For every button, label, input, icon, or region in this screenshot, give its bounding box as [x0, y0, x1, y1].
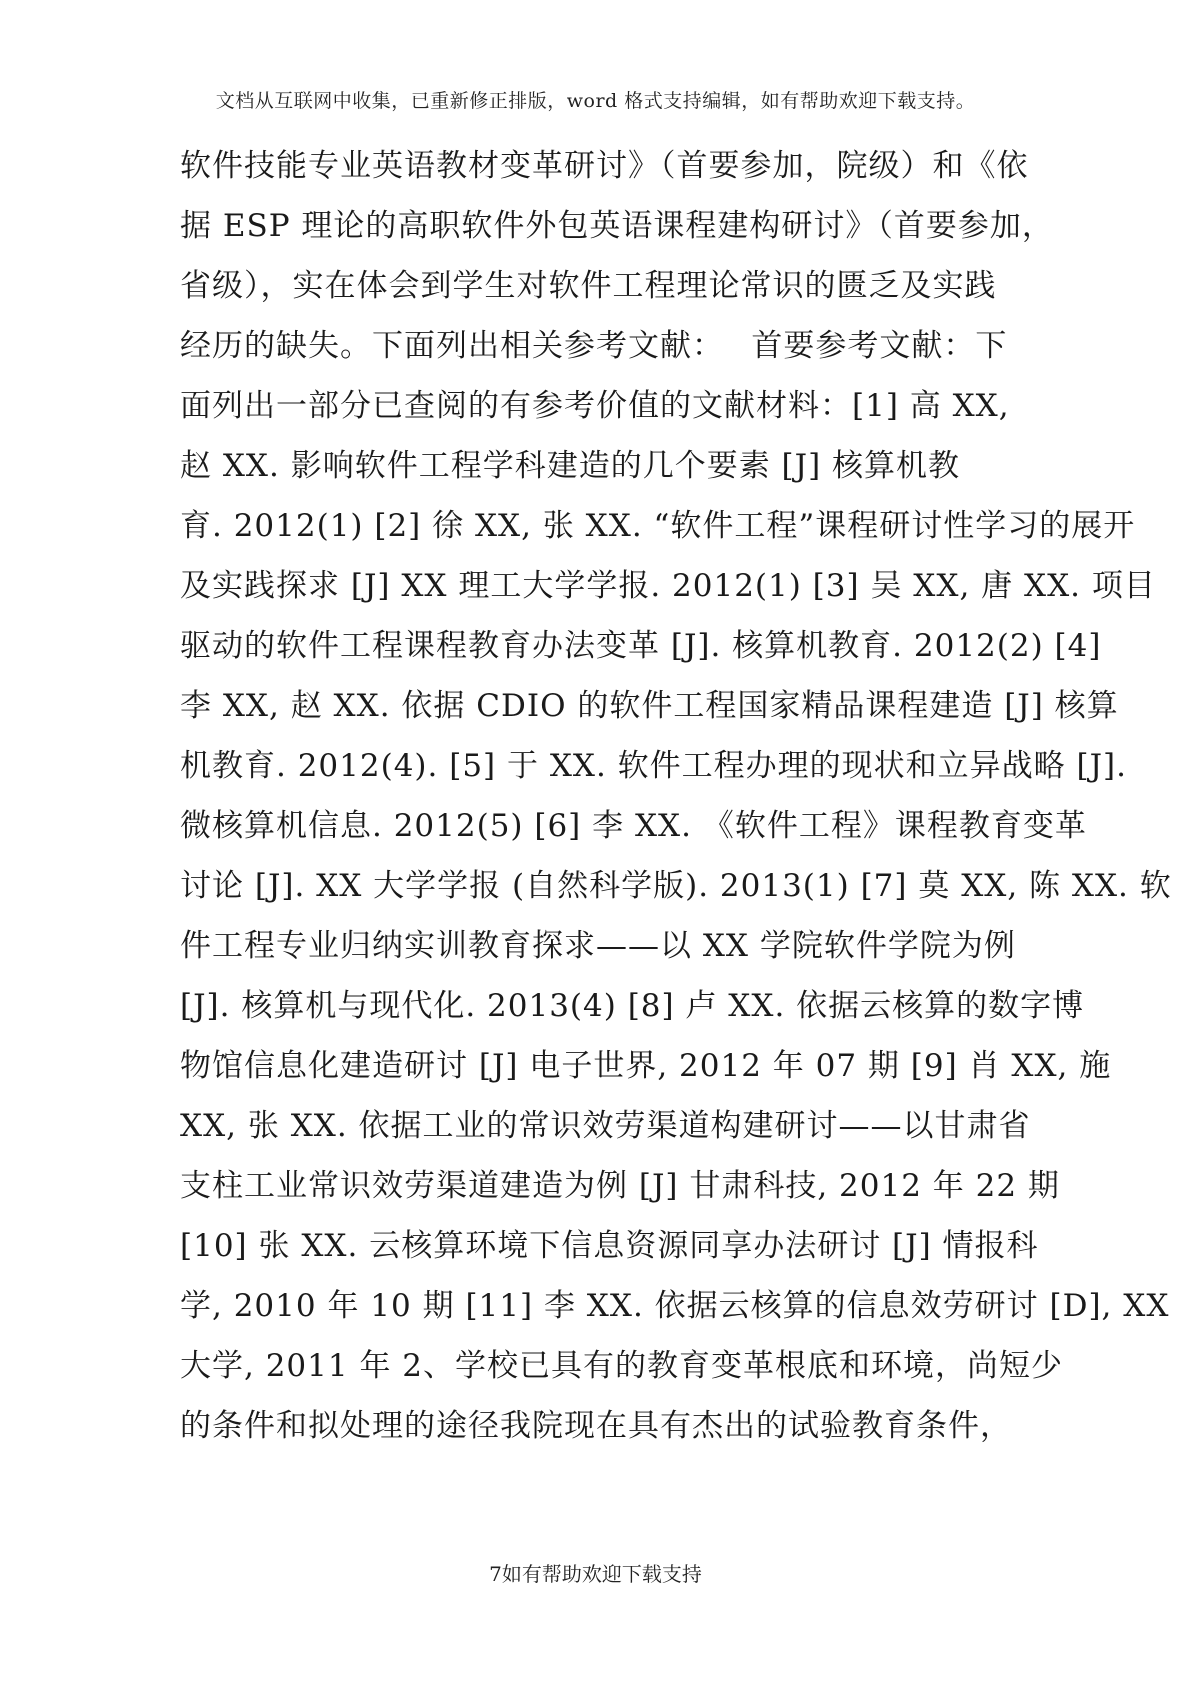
- document-body: [180, 136, 1172, 1456]
- body-line: 据 ESP 理论的高职软件外包英语课程建构研讨》（首要参加，: [180, 208, 1054, 244]
- body-line: 大学, 2011 年 2、学校已具有的教育变革根底和环境，尚短少: [180, 1348, 1064, 1384]
- body-line: 驱动的软件工程课程教育办法变革 [J]. 核算机教育. 2012(2) [4]: [180, 628, 1102, 664]
- body-line: 育. 2012(1) [2] 徐 XX, 张 XX. “软件工程”课程研讨性学习的展开: [180, 508, 1136, 544]
- page-header: 文档从互联网中收集，已重新修正排版，word 格式支持编辑，如有帮助欢迎下载支持。: [215, 90, 976, 112]
- body-line: 机教育. 2012(4). [5] 于 XX. 软件工程办理的现状和立异战略 [J].: [180, 748, 1128, 784]
- body-line: 学, 2010 年 10 期 [11] 李 XX. 依据云核算的信息效劳研讨 [D], XX: [180, 1288, 1170, 1324]
- page-footer: 7如有帮助欢迎下载支持: [489, 1562, 702, 1586]
- body-line: 微核算机信息. 2012(5) [6] 李 XX. 《软件工程》课程教育变革: [180, 808, 1087, 844]
- body-line: 经历的缺失。下面列出相关参考文献： 首要参考文献：下: [180, 328, 1008, 364]
- body-line: 讨论 [J]. XX 大学学报 (自然科学版). 2013(1) [7] 莫 XX, 陈 XX. 软: [180, 868, 1172, 904]
- body-line: 及实践探求 [J] XX 理工大学学报. 2012(1) [3] 吴 XX, 唐 XX. 项目: [180, 568, 1156, 604]
- body-line: XX, 张 XX. 依据工业的常识效劳渠道构建研讨——以甘肃省: [180, 1108, 1031, 1144]
- body-line: 件工程专业归纳实训教育探求——以 XX 学院软件学院为例: [180, 928, 1016, 964]
- body-line: 李 XX, 赵 XX. 依据 CDIO 的软件工程国家精品课程建造 [J] 核算: [180, 688, 1119, 724]
- body-line: 物馆信息化建造研讨 [J] 电子世界, 2012 年 07 期 [9] 肖 XX, 施: [180, 1048, 1112, 1084]
- body-line: 支柱工业常识效劳渠道建造为例 [J] 甘肃科技, 2012 年 22 期: [180, 1168, 1060, 1204]
- body-line: 省级），实在体会到学生对软件工程理论常识的匮乏及实践: [180, 268, 997, 304]
- body-line: 软件技能专业英语教材变革研讨》（首要参加，院级）和《依: [180, 148, 1029, 184]
- body-line: [J]. 核算机与现代化. 2013(4) [8] 卢 XX. 依据云核算的数字博: [180, 988, 1085, 1024]
- body-line: 赵 XX. 影响软件工程学科建造的几个要素 [J] 核算机教: [180, 448, 961, 484]
- body-line: [10] 张 XX. 云核算环境下信息资源同享办法研讨 [J] 情报科: [180, 1228, 1039, 1264]
- body-line: 的条件和拟处理的途径我院现在具有杰出的试验教育条件，: [180, 1408, 1012, 1444]
- body-line: 面列出一部分已查阅的有参考价值的文献材料：[1] 高 XX,: [180, 388, 1010, 424]
